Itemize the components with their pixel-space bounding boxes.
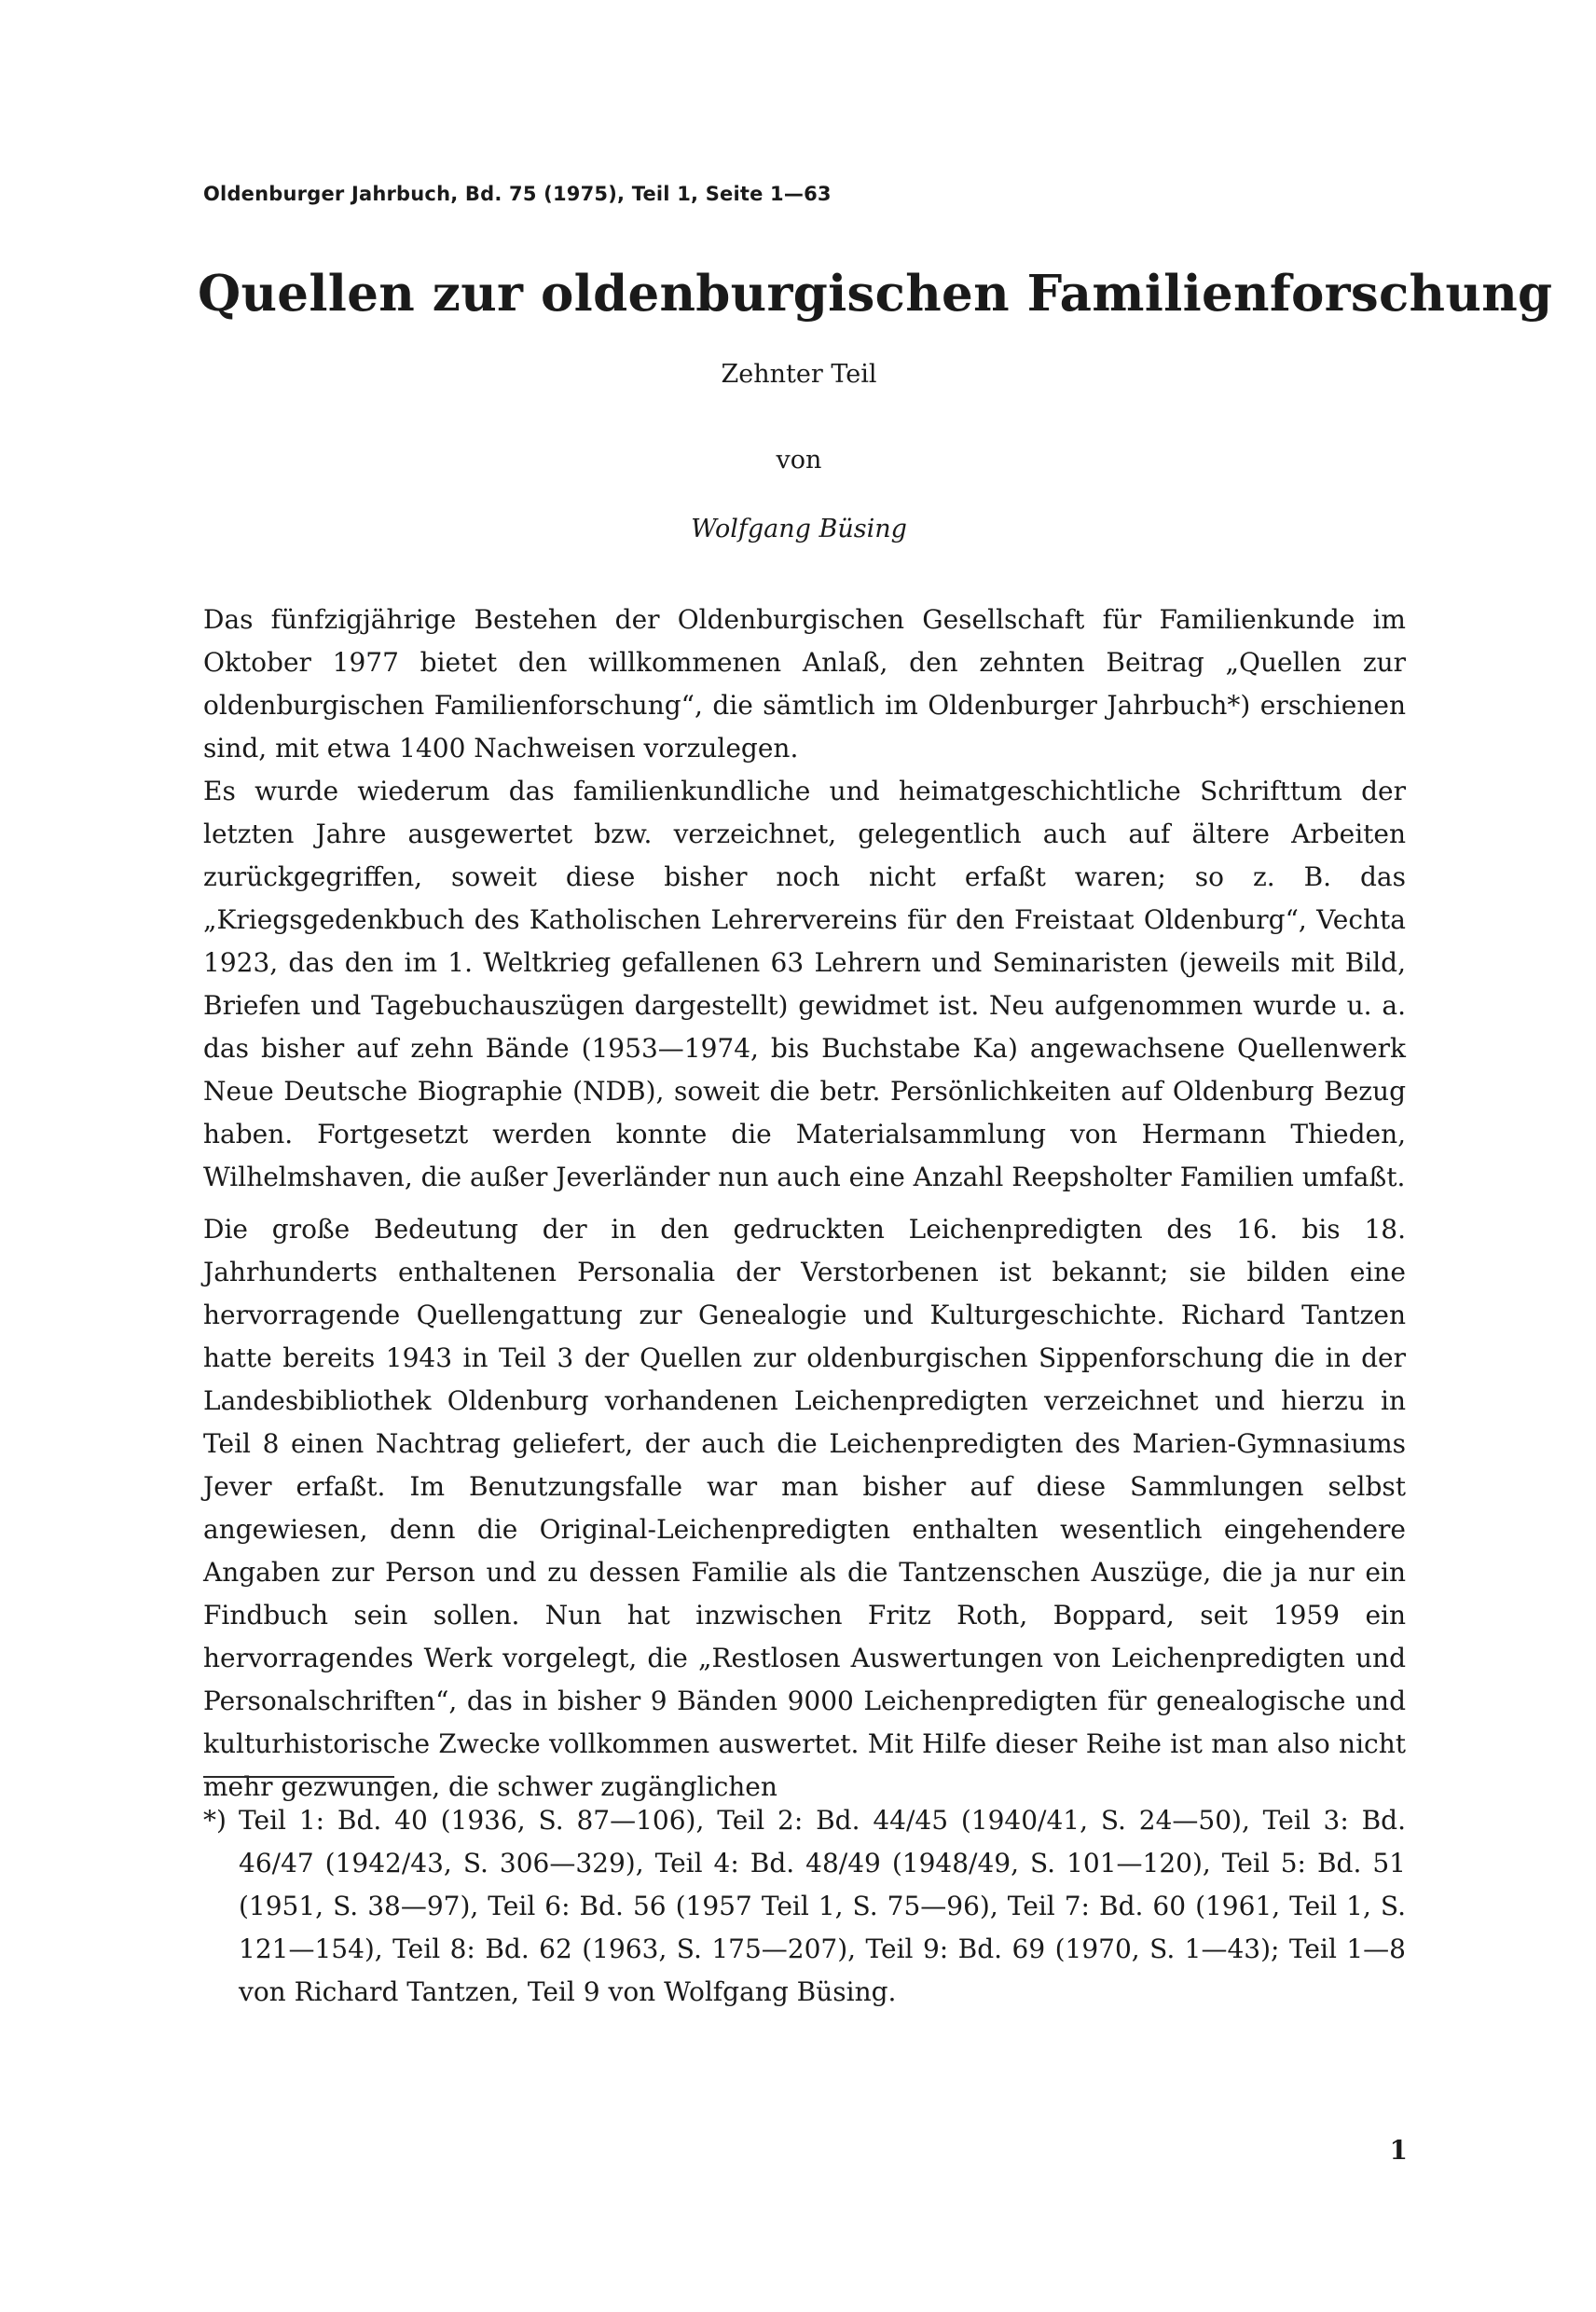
body-paragraph-3 xyxy=(203,1208,1406,1809)
footnote-divider xyxy=(203,1776,394,1778)
article-subtitle: Zehnter Teil xyxy=(721,360,877,389)
footnote xyxy=(203,1799,1406,2014)
author-name: Wolfgang Büsing xyxy=(691,515,907,544)
footnote-text: Teil 1: Bd. 40 (1936, S. 87—106), Teil 2: Bd. 44/45 (1940/41, S. 24—50), Teil 3: Bd. 46/47 (1942/43, S. 306—329), Teil 4: Bd. 48/49 (1948/49, S. 101—120), Teil 5: Bd. 51 (1951, S. 38—97), Teil 6: Bd. 56 (1957 Teil 1, S. 75—96), Teil 7: Bd. 60 (1961, Teil 1, S. 121—154), Teil 8: Bd. 62 (1963, S. 175—207), Teil 9: Bd. 69 (1970, S. 1—43); Teil 1—8 von Richard Tantzen, Teil 9 von Wolfgang Büsing. xyxy=(239,1805,1406,2007)
paragraph-text: Das fünfzigjährige Bestehen der Oldenburgischen Gesellschaft für Familienkunde im Oktober 1977 bietet den willkommenen Anlaß, den zehnten Beitrag „Quellen zur oldenburgischen Familienforschung“, die sämtlich im Oldenburger Jahrbuch*) erschienen sind, mit etwa 1400 Nachweisen vorzulegen. xyxy=(203,604,1406,764)
article-title: Quellen zur oldenburgischen Familienforschung xyxy=(198,265,1553,323)
footnote-marker: *) xyxy=(203,1805,227,1836)
body-paragraph-2 xyxy=(203,770,1406,1199)
paragraph-text: Es wurde wiederum das familienkundliche und heimatgeschichtliche Schrifttum der letzten Jahre ausgewertet bzw. verzeichnet, gelegentlich auch auf ältere Arbeiten zurückgegriffen, soweit diese bisher noch nicht erfaßt waren; so z. B. das „Kriegsgedenkbuch des Katholischen Lehrervereins für den Freistaat Oldenburg“, Vechta 1923, das den im 1. Weltkrieg gefallenen 63 Lehrern und Seminaristen (jeweils mit Bild, Briefen und Tagebuchauszügen dargestellt) gewidmet ist. Neu aufgenommen wurde u. a. das bisher auf zehn Bände (1953—1974, bis Buchstabe Ka) angewachsene Quellenwerk Neue Deutsche Biographie (NDB), soweit die betr. Persönlichkeiten auf Oldenburg Bezug haben. Fortgesetzt werden konnte die Materialsammlung von Hermann Thieden, Wilhelmshaven, die außer Jeverländer nun auch eine Anzahl Reepsholter Familien umfaßt. xyxy=(203,776,1406,1192)
body-paragraph-1 xyxy=(203,599,1406,770)
byline-von: von xyxy=(776,446,822,475)
running-head: Oldenburger Jahrbuch, Bd. 75 (1975), Teil 1, Seite 1—63 xyxy=(203,183,832,205)
paragraph-text: Die große Bedeutung der in den gedruckten Leichenpredigten des 16. bis 18. Jahrhunderts enthaltenen Personalia der Verstorbenen ist bekannt; sie bilden eine hervorragende Quellengattung zur Genealogie und Kulturgeschichte. Richard Tantzen hatte bereits 1943 in Teil 3 der Quellen zur oldenburgischen Sippenforschung die in der Landesbibliothek Oldenburg vorhandenen Leichenpredigten verzeichnet und hierzu in Teil 8 einen Nachtrag geliefert, der auch die Leichenpredigten des Marien-Gymnasiums Jever erfaßt. Im Benutzungsfalle war man bisher auf diese Sammlungen selbst angewiesen, denn die Original-Leichenpredigten enthalten wesentlich eingehendere Angaben zur Person und zu dessen Familie als die Tantzenschen Auszüge, die ja nur ein Findbuch sein sollen. Nun hat inzwischen Fritz Roth, Boppard, seit 1959 ein hervorragendes Werk vorgelegt, die „Restlosen Auswertungen von Leichenpredigten und Personalschriften“, das in bisher 9 Bänden 9000 Leichenpredigten für genealogische und kulturhistorische Zwecke vollkommen auswertet. Mit Hilfe dieser Reihe ist man also nicht mehr gezwungen, die schwer zugänglichen xyxy=(203,1214,1406,1802)
page-number: 1 xyxy=(1389,2135,1408,2166)
